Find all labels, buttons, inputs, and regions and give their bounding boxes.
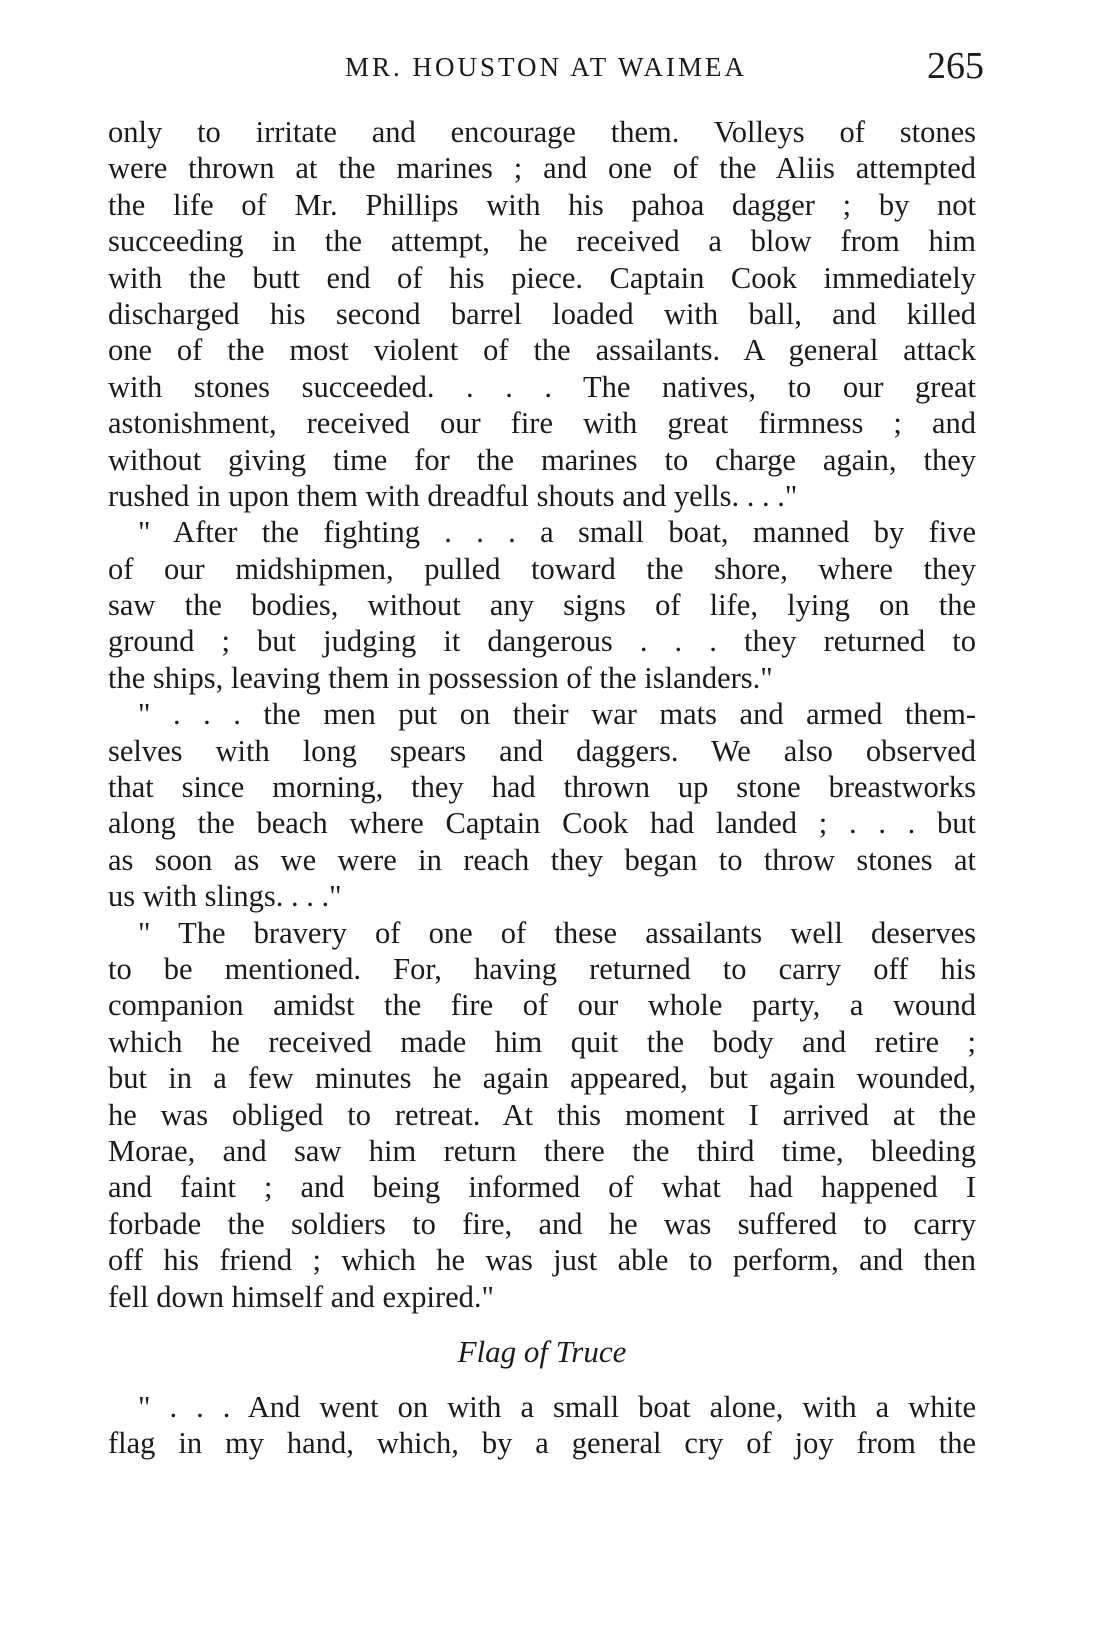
- text-line: he was obliged to retreat. At this moment I arrived at the: [108, 1097, 976, 1132]
- text-line: the life of Mr. Phillips with his pahoa dagger ; by not: [108, 187, 976, 222]
- text-line: " . . . And went on with a small boat alone, with a white: [138, 1389, 976, 1424]
- text-line: " After the fighting . . . a small boat, manned by five: [138, 515, 976, 550]
- text-line: and faint ; and being informed of what had happened I: [108, 1170, 976, 1205]
- text-line: without giving time for the marines to charge again, they: [108, 442, 976, 477]
- text-line: saw the bodies, without any signs of life, lying on the: [108, 588, 976, 623]
- text-line: us with slings. . . .": [108, 879, 342, 914]
- text-line: " . . . the men put on their war mats and armed them-: [138, 697, 976, 732]
- paragraph: [108, 514, 976, 696]
- text-line: which he received made him quit the body and retire ;: [108, 1024, 976, 1059]
- text-line: discharged his second barrel loaded with ball, and killed: [108, 296, 976, 331]
- paragraph: [108, 114, 976, 514]
- paragraph: [108, 1389, 976, 1462]
- page-number: 265: [927, 45, 984, 87]
- text-line: as soon as we were in reach they began to throw stones at: [108, 842, 976, 877]
- paragraph: [108, 696, 976, 914]
- text-line: companion amidst the fire of our whole party, a wound: [108, 988, 976, 1023]
- text-line: were thrown at the marines ; and one of the Aliis attempted: [108, 151, 976, 186]
- page-header: [108, 45, 984, 90]
- text-line: but in a few minutes he again appeared, but again wounded,: [108, 1061, 976, 1096]
- paragraph: [108, 915, 976, 1315]
- text-line: Morae, and saw him return there the third time, bleeding: [108, 1133, 976, 1168]
- page-body: [108, 114, 976, 1462]
- text-line: fell down himself and expired.": [108, 1279, 494, 1314]
- text-line: succeeding in the attempt, he received a blow from him: [108, 224, 976, 259]
- text-line: " The bravery of one of these assailants well deserves: [138, 915, 976, 950]
- text-line: off his friend ; which he was just able to perform, and then: [108, 1243, 976, 1278]
- text-line: only to irritate and encourage them. Volleys of stones: [108, 115, 976, 149]
- text-line: with the butt end of his piece. Captain Cook immediately: [108, 260, 976, 295]
- text-line: ground ; but judging it dangerous . . . they returned to: [108, 624, 976, 659]
- text-line: one of the most violent of the assailants. A general attack: [108, 333, 976, 368]
- text-line: flag in my hand, which, by a general cry of joy from the: [108, 1426, 976, 1461]
- text-line: with stones succeeded. . . . The natives, to our great: [108, 369, 976, 404]
- text-line: of our midshipmen, pulled toward the shore, where they: [108, 551, 976, 586]
- section-heading: Flag of Truce: [457, 1333, 627, 1369]
- text-line: to be mentioned. For, having returned to carry off his: [108, 951, 976, 986]
- text-line: astonishment, received our fire with great firmness ; and: [108, 406, 976, 441]
- text-line: that since morning, they had thrown up stone breastworks: [108, 770, 976, 805]
- text-line: rushed in upon them with dreadful shouts and yells. . . .": [108, 478, 798, 513]
- text-line: forbade the soldiers to fire, and he was suffered to carry: [108, 1206, 976, 1241]
- text-line: the ships, leaving them in possession of the islanders.": [108, 660, 773, 695]
- text-line: along the beach where Captain Cook had landed ; . . . but: [108, 806, 976, 841]
- running-head: MR. HOUSTON AT WAIMEA: [344, 52, 748, 82]
- text-line: selves with long spears and daggers. We also observed: [108, 733, 976, 768]
